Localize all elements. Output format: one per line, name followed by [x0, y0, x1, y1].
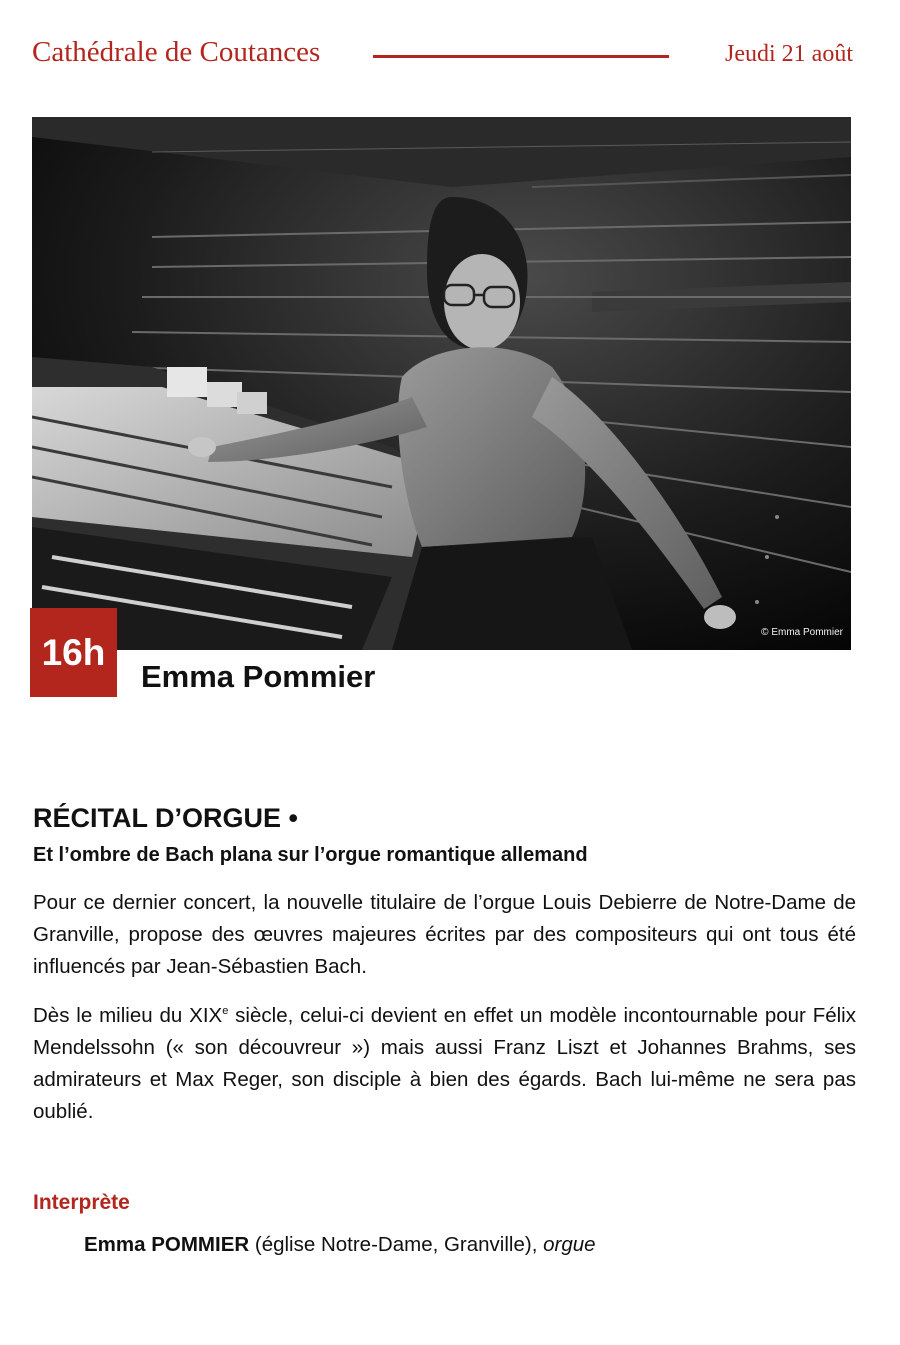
interprete-instrument: orgue — [543, 1233, 596, 1256]
paragraph-2-start: Dès le milieu du XIX — [33, 1004, 223, 1027]
century-superscript: e — [222, 1005, 229, 1018]
page-header — [0, 0, 900, 100]
venue-title: Cathédrale de Coutances — [32, 36, 321, 68]
interpretes-heading: Interprète — [33, 1191, 130, 1214]
program-subtitle: Et l’ombre de Bach plana sur l’orgue romantique allemand — [33, 844, 588, 866]
interprete-detail: (église Notre-Dame, Granville), — [249, 1233, 544, 1256]
performer-photo — [32, 117, 851, 650]
paragraph-2-rest: siècle, celui-ci devient en effet un modèle incontournable pour Félix Mendelssohn (« son découvreur ») mais aussi Franz Liszt et Johannes Brahms, ses admirateurs et Max Reger, son disciple à bien des égards. Bach lui-même ne sera pas oublié. — [33, 1004, 856, 1123]
photo-credit: © Emma Pommier — [761, 627, 843, 638]
description-paragraph-2 — [33, 1000, 856, 1128]
interprete-name: Emma POMMIER — [84, 1233, 250, 1256]
interprete-entry — [84, 1233, 596, 1257]
program-title: RÉCITAL D’ORGUE • — [33, 803, 298, 833]
performer-name: Emma Pommier — [141, 659, 376, 694]
description-paragraph-1: Pour ce dernier concert, la nouvelle titulaire de l’orgue Louis Debierre de Notre-Dame de Granville, propose des œuvres majeures écrites par des compositeurs qui ont tous été influencés par Jean-Sébastien Bach. — [33, 891, 856, 978]
time-badge: 16h — [30, 608, 117, 697]
header-divider — [373, 55, 669, 58]
organist-photo-illustration — [32, 117, 851, 650]
event-date: Jeudi 21 août — [725, 41, 853, 67]
